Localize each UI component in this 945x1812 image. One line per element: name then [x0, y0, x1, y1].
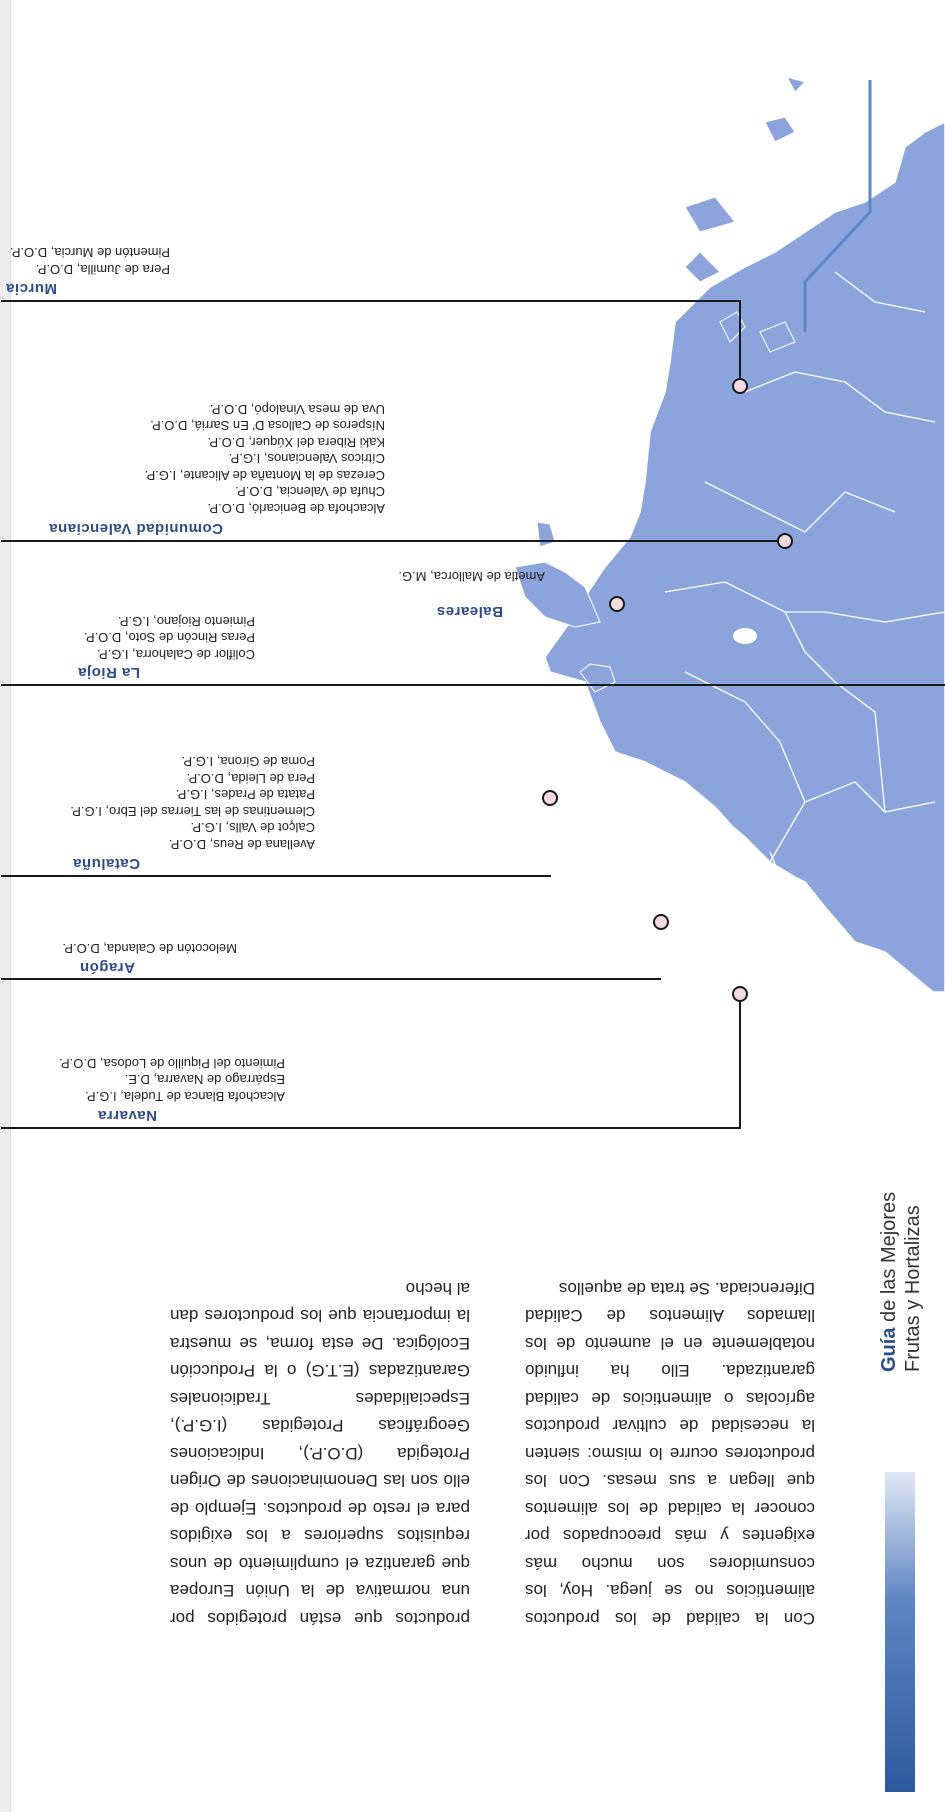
region-heading-rioja: La Rioja	[77, 664, 140, 681]
murcia-marker	[732, 378, 748, 394]
region-items-murcia	[10, 244, 170, 277]
guide-title: Guía de las Mejores Frutas y Hortalizas	[878, 1191, 924, 1372]
aragon-marker	[653, 914, 669, 930]
navarra-leader	[739, 999, 741, 1129]
region-items-navarra	[5, 1055, 285, 1105]
list-item: Patata de Prades, I.G.P.	[175, 787, 315, 803]
list-item: Melocotón de Calanda, D.O.P.	[62, 941, 237, 956]
list-item: Peras Rincón de Soto, D.O.P.	[83, 630, 255, 646]
list-item: Pera de Lleida, D.O.P.	[186, 771, 315, 786]
list-item: Alcachofa Blanca de Tudela, I.G.P.	[85, 1089, 285, 1104]
region-items-cataluna	[70, 753, 315, 852]
intro-column-2: productos que están protegidos por una normativa de la Unión Europea que garantiza el cumplimiento de unos requisitos superiores a los exigidos para el resto de productos. Ejemplo de ello son las Denominaciones de Origen Protegida (D.O.P.), Indicaciones Geográficas Protegidas (I.G.P.), Especialidades Tradicionales Garantizadas (E.T.G) o la Producción Ecológica. De esta forma, se muestra la importancia que los productores dan al hecho	[170, 1279, 470, 1628]
list-item: Poma de Girona, I.G.P.	[181, 754, 315, 770]
list-item: Clementinas de las Tierras del Ebro, I.G.P.	[70, 804, 315, 819]
region-heading-aragon: Aragón	[79, 959, 135, 976]
list-item: Avellana de Reus, D.O.P.	[168, 837, 315, 852]
ibiza-island	[537, 522, 555, 547]
cataluna-divider	[1, 875, 551, 877]
list-item: Cítricos Valencianos, I.G.P.	[228, 451, 385, 467]
navarra-divider	[1, 1127, 741, 1129]
list-item: Espárrago de Navarra, D.E.	[124, 1072, 285, 1088]
list-item: Kaki Ribera del Xúquer, D.O.P.	[207, 435, 385, 450]
list-item: Pimentón de Murcia, D.O.P.	[9, 245, 170, 261]
mainland-map	[545, 122, 945, 992]
valenciana-divider	[1, 540, 785, 542]
list-item: Nísperos de Callosa D' En Sarriá, D.O.P.	[150, 418, 385, 434]
region-items-valenciana	[145, 401, 385, 517]
list-item: Calçot de Valls, I.G.P.	[190, 820, 315, 836]
rioja-divider	[1, 684, 945, 686]
navarra-marker	[732, 986, 748, 1002]
list-item: Pera de Jumilla, D.O.P.	[35, 262, 170, 277]
region-heading-valenciana: Comunidad Valenciana	[48, 520, 223, 537]
region-items-aragon	[62, 940, 237, 957]
valenciana-marker	[777, 533, 793, 549]
list-item: Cerezas de la Montaña de Alicante, I.G.P.	[144, 468, 385, 483]
region-heading-cataluna: Cataluña	[72, 855, 140, 872]
list-item: Chufa de Valencia, D.O.P.	[235, 484, 385, 500]
region-items-baleares	[398, 568, 545, 585]
list-item: Pimiento del Piquillo de Lodosa, D.O.P.	[59, 1056, 285, 1071]
region-heading-navarra: Navarra	[97, 1107, 157, 1124]
lake-icon	[733, 628, 757, 644]
list-item: Uva de mesa Vinalopó, D.O.P.	[209, 402, 385, 417]
murcia-divider	[1, 300, 741, 302]
list-item: Pimiento Riojano, I.G.P.	[117, 614, 255, 629]
intro-column-1: Con la calidad de los productos alimenticios no se juega. Hoy, los consumidores son mucho más exigentes y más preocupados por conocer la calidad de los alimentos que llegan a sus mesas. Con los productores ocurre lo mismo: sienten la necesidad de cultivar productos agrícolas o alimenticios de calidad garantizada. Ello ha influido notablemente en el aumento de los llamados Alimentos de Calidad Diferenciada. Se trata de aquellos	[525, 1279, 815, 1628]
aragon-divider	[1, 978, 661, 980]
list-item: Coliflor de Calahorra, I.G.P.	[97, 647, 255, 662]
cataluna-marker	[542, 790, 558, 806]
region-heading-murcia: Murcia	[5, 280, 57, 297]
list-item: Ametla de Mallorca, M.G.	[398, 569, 545, 584]
baleares-marker	[609, 596, 625, 612]
region-items-rioja	[84, 613, 255, 663]
list-item: Alcachofa de Benicarló, D.O.P.	[207, 501, 385, 516]
region-heading-baleares: Baleares	[436, 603, 503, 620]
